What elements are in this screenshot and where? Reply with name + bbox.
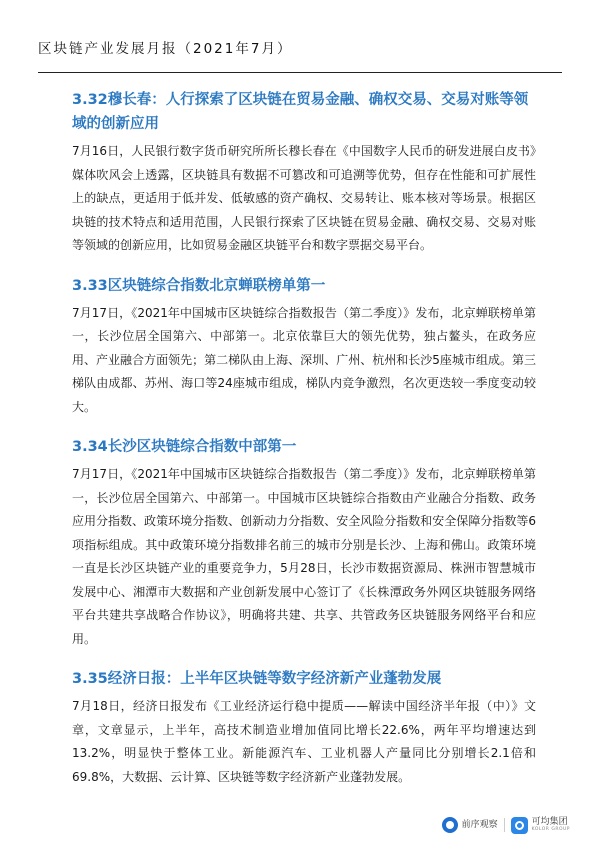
page-header xyxy=(38,20,562,73)
brand1-name: 前序观察 xyxy=(461,820,498,830)
section-3-32 xyxy=(72,88,536,258)
qianxu-logo-icon xyxy=(442,817,458,833)
brand2-sub: KOLOR GROUP xyxy=(531,827,570,832)
section-3-35 xyxy=(72,667,536,789)
content xyxy=(72,88,536,805)
section-3-34 xyxy=(72,435,536,651)
section-title: 3.33区块链综合指数北京蝉联榜单第一 xyxy=(72,277,326,294)
section-body: 7月17日，《2021年中国城市区块链综合指数报告（第二季度）》发布，北京蝉联榜单第一，长沙位居全国第六、中部第一。中国城市区块链综合指数由产业融合分指数、政务应用分指数、政策环境分指数、创新动力分指数、安全风险分指数和安全保障分指数等6项指标组成。其中政策环境分指数排名前三的城市分别是长沙、上海和佛山。政策环境一直是长沙区块链产业的重要竞争力，5月28日，长沙市数据资源局、株洲市智慧城市发展中心、湘潭市大数据和产业创新发展中心签订了《长株潭政务外网区块链服务网络平台共建共享战略合作协议》，明确将共建、共享、共管政务区块链服务网络平台和应用。 xyxy=(72,467,536,646)
section-3-33 xyxy=(72,274,536,420)
report-title: 区块链产业发展月报（2021年7月） xyxy=(38,41,293,57)
section-body: 7月18日，经济日报发布《工业经济运行稳中提质——解读中国经济半年报（中）》文章，文章显示，上半年，高技术制造业增加值同比增长22.6%，两年平均增速达到13.2%，明显快于整体工业。新能源汽车、工业机器人产量同比分别增长2.1倍和69.8%，大数据、云计算、区块链等数字经济新产业蓬勃发展。 xyxy=(72,699,536,784)
brand-qianxu xyxy=(442,817,498,833)
section-title: 3.34长沙区块链综合指数中部第一 xyxy=(72,439,297,455)
kejun-logo-icon xyxy=(511,817,528,834)
section-body: 7月16日，人民银行数字货币研究所所长穆长春在《中国数字人民币的研发进展白皮书》媒体吹风会上透露，区块链具有数据不可篡改和可追溯等优势，但存在性能和可扩展性上的缺点，更适用于低并发、低敏感的资产确权、交易转让、账本核对等场景。根据区块链的技术特点和适用范围，人民银行探索了区块链在贸易金融、确权交易、交易对账等领域的创新应用，比如贸易金融区块链平台和数字票据交易平台。 xyxy=(72,144,536,252)
logo-divider xyxy=(504,818,505,832)
section-title: 3.35经济日报：上半年区块链等数字经济新产业蓬勃发展 xyxy=(72,671,442,687)
section-body: 7月17日，《2021年中国城市区块链综合指数报告（第二季度）》发布，北京蝉联榜单第一，长沙位居全国第六、中部第一。北京依靠巨大的领先优势，独占鳌头，在政务应用、产业融合方面领先；第二梯队由上海、深圳、广州、杭州和长沙5座城市组成。第三梯队由成都、苏州、海口等24座城市组成，梯队内竞争激烈，名次更迭较一季度变动较大。 xyxy=(72,305,536,414)
section-title: 3.32穆长春：人行探索了区块链在贸易金融、确权交易、交易对账等领域的创新应用 xyxy=(72,92,529,132)
brand2-name: 可均集团 xyxy=(531,817,568,827)
brand2-text xyxy=(532,817,570,833)
brand-kejun xyxy=(511,817,570,834)
footer-logos xyxy=(442,815,570,835)
